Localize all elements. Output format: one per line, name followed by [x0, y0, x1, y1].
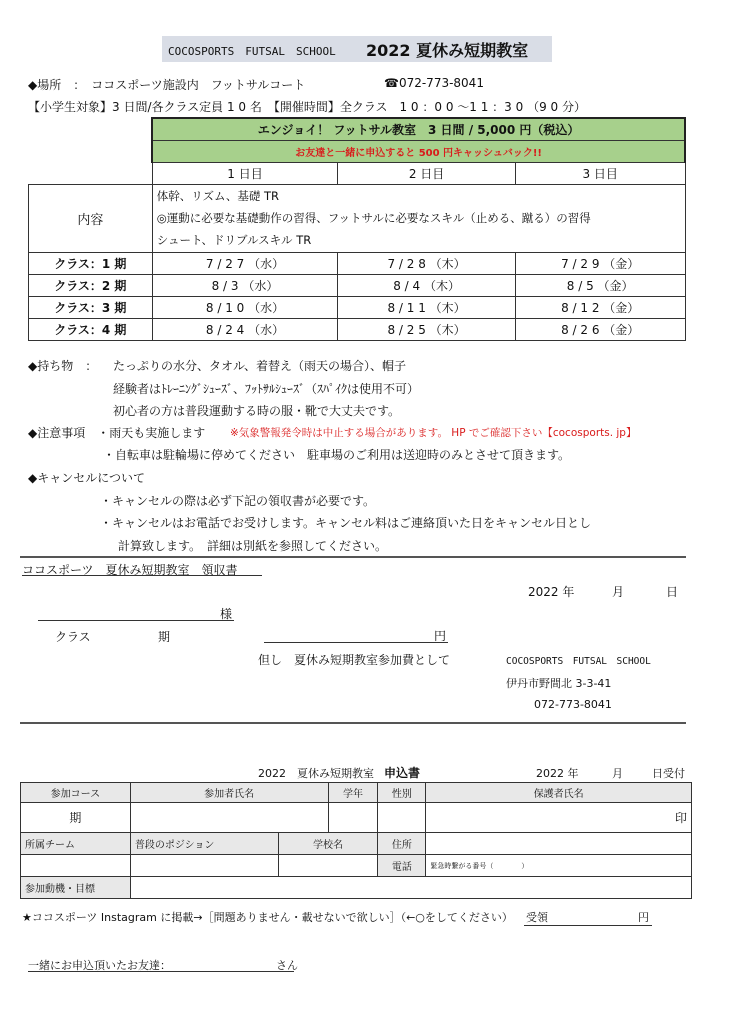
- receipt-day: 日: [666, 585, 679, 599]
- application-table: [20, 782, 692, 899]
- notes-warning: ※気象警報発令時は中止する場合があります。 HP でご確認下さい【cocosports. jp】: [230, 427, 637, 439]
- receipt-address: 伊丹市野間北 3-3-41: [506, 677, 612, 690]
- col-header: 学年: [328, 783, 378, 803]
- receipt-title: ココスポーツ 夏休み短期教室 領収書: [22, 563, 238, 577]
- application-title-prefix: 2022 夏休み短期教室: [258, 767, 374, 780]
- target-text: 【小学生対象】3 日間/各クラス定員 1 0 名 【開催時間】全クラス 1 0 ：0 0 ～1 1 ：3 0 （9 0 分）: [28, 100, 586, 114]
- class-date: 7 / 2 9 （金）: [515, 252, 685, 274]
- location-text: ◆場所 ： ココスポーツ施設内 フットサルコート: [28, 78, 306, 92]
- class-date: 7 / 2 8 （木）: [338, 252, 516, 274]
- class-date: 8 / 2 6 （金）: [515, 318, 685, 340]
- class-name: クラス：3 期: [29, 296, 153, 318]
- receipt-phone: 072-773-8041: [534, 698, 612, 711]
- motive-field[interactable]: [130, 877, 691, 899]
- row-label: 学校名: [278, 833, 378, 855]
- notes-label: ◆注意事項 ・雨天も実施します: [28, 426, 206, 440]
- belongings-line: 経験者はﾄﾚｰﾆﾝｸﾞｼｭｰｽﾞ、ﾌｯﾄｻﾙｼｭｰｽﾞ（ｽﾊﾟｲｸは使用不可）: [113, 382, 420, 396]
- notes-parking: ・自転車は駐輪場に停めてください 駐車場のご利用は送迎時のみとさせて頂きます。: [103, 448, 571, 462]
- gender-field[interactable]: [378, 803, 426, 833]
- team-field[interactable]: [21, 855, 131, 877]
- class-date: 7 / 2 7 （水）: [152, 252, 338, 274]
- receipt-month: 月: [612, 585, 625, 599]
- class-name: クラス：1 期: [29, 252, 153, 274]
- banner-title: エンジョイ！ フットサル教室 3 日間 / 5,000 円（税込）: [152, 118, 685, 140]
- application-year: 2022 年: [536, 767, 579, 780]
- name-line: [38, 620, 234, 621]
- content-label: 内容: [29, 184, 153, 252]
- class-name: クラス：2 期: [29, 274, 153, 296]
- grade-field[interactable]: [328, 803, 378, 833]
- receipt-sama: 様: [220, 607, 233, 621]
- content-line: シュート、ドリブルスキル TR: [156, 232, 312, 247]
- receipt-year: 2022 年: [528, 585, 575, 599]
- row-label: 普段のポジション: [130, 833, 278, 855]
- belongings-label: ◆持ち物 ：: [28, 359, 98, 373]
- friend-san: さん: [276, 959, 298, 972]
- phone-field[interactable]: 緊急時繋がる番号（ ）: [426, 855, 692, 877]
- receipt-org: COCOSPORTS FUTSAL SCHOOL: [506, 656, 651, 667]
- content-line: 体幹、リズム、基礎 TR: [156, 188, 280, 203]
- receipt-yen-mark: 円: [638, 911, 649, 924]
- cancel-label: ◆キャンセルについて: [28, 471, 145, 485]
- page-title: 2022 夏休み短期教室: [366, 41, 529, 60]
- cancel-line: ・キャンセルの際は必ず下記の領収書が必要です。: [100, 494, 376, 508]
- friend-line: [28, 971, 294, 972]
- receipt-yen: 円: [434, 629, 447, 643]
- school-field[interactable]: [278, 855, 378, 877]
- title-english: COCOSPORTS FUTSAL SCHOOL: [168, 45, 336, 58]
- col-header: 性別: [378, 783, 426, 803]
- class-date: 8 / 2 4 （水）: [152, 318, 338, 340]
- class-row: [29, 318, 686, 340]
- receipt-ki: 期: [158, 630, 171, 644]
- class-date: 8 / 1 2 （金）: [515, 296, 685, 318]
- col-header: 参加者氏名: [130, 783, 328, 803]
- divider: [20, 556, 686, 558]
- address-field[interactable]: [426, 833, 692, 855]
- belongings-line: たっぷりの水分、タオル、着替え（雨天の場合）、帽子: [113, 359, 407, 373]
- class-date: 8 / 1 0 （水）: [152, 296, 338, 318]
- position-field[interactable]: [130, 855, 278, 877]
- content-line: ◎運動に必要な基礎動作の習得、フットサルに必要なスキル（止める、蹴る）の習得: [156, 210, 591, 225]
- class-name: クラス：4 期: [29, 318, 153, 340]
- receipt-label: 受領: [526, 911, 548, 924]
- application-title: 申込書: [384, 766, 421, 780]
- receipt-class-label: クラス: [55, 630, 91, 644]
- receipt-title-underline: [22, 575, 262, 576]
- guardian-name-field[interactable]: 印: [426, 803, 692, 833]
- class-row: [29, 274, 686, 296]
- belongings-line: 初心者の方は普段運動する時の服・靴で大丈夫です。: [113, 404, 401, 418]
- banner-note: お友達と一緒に申込すると 500 円キャッシュバック!!: [152, 140, 685, 162]
- class-row: [29, 296, 686, 318]
- day-header-1: 1 日目: [152, 162, 338, 184]
- cancel-line: 計算致します。 詳細は別紙を参照してください。: [118, 539, 388, 553]
- phone-text: ☎072-773-8041: [384, 76, 484, 90]
- instagram-note: ★ココスポーツ Instagram に掲載→［問題ありません・載せないで欲しい］（←○をしてください）: [22, 911, 513, 924]
- participant-name-field[interactable]: [130, 803, 328, 833]
- receipt-line: [524, 925, 652, 926]
- motive-label: 参加動機・目標: [21, 877, 131, 899]
- row-label: 住所: [378, 833, 426, 855]
- col-header: 参加コース: [21, 783, 131, 803]
- col-header: 保護者氏名: [426, 783, 692, 803]
- phone-label: 電話: [378, 855, 426, 877]
- application-month: 月: [612, 767, 623, 780]
- class-date: 8 / 2 5 （木）: [338, 318, 516, 340]
- class-row: [29, 252, 686, 274]
- amount-line: [264, 642, 448, 643]
- schedule-table: [28, 117, 686, 341]
- day-header-3: 3 日目: [515, 162, 685, 184]
- friend-label: 一緒にお申込頂いたお友達：: [28, 959, 171, 972]
- cancel-line: ・キャンセルはお電話でお受けします。キャンセル料はご連絡頂いた日をキャンセル日とし: [100, 516, 592, 530]
- class-date: 8 / 1 1 （木）: [338, 296, 516, 318]
- row-label: 所属チーム: [21, 833, 131, 855]
- receipt-purpose: 但し 夏休み短期教室参加費として: [258, 653, 451, 667]
- class-date: 8 / 5 （金）: [515, 274, 685, 296]
- content-cell: [152, 184, 685, 252]
- divider: [20, 722, 686, 724]
- course-field[interactable]: 期: [21, 803, 131, 833]
- day-header-2: 2 日目: [338, 162, 516, 184]
- application-day: 日受付: [652, 767, 685, 780]
- class-date: 8 / 4 （木）: [338, 274, 516, 296]
- class-date: 8 / 3 （水）: [152, 274, 338, 296]
